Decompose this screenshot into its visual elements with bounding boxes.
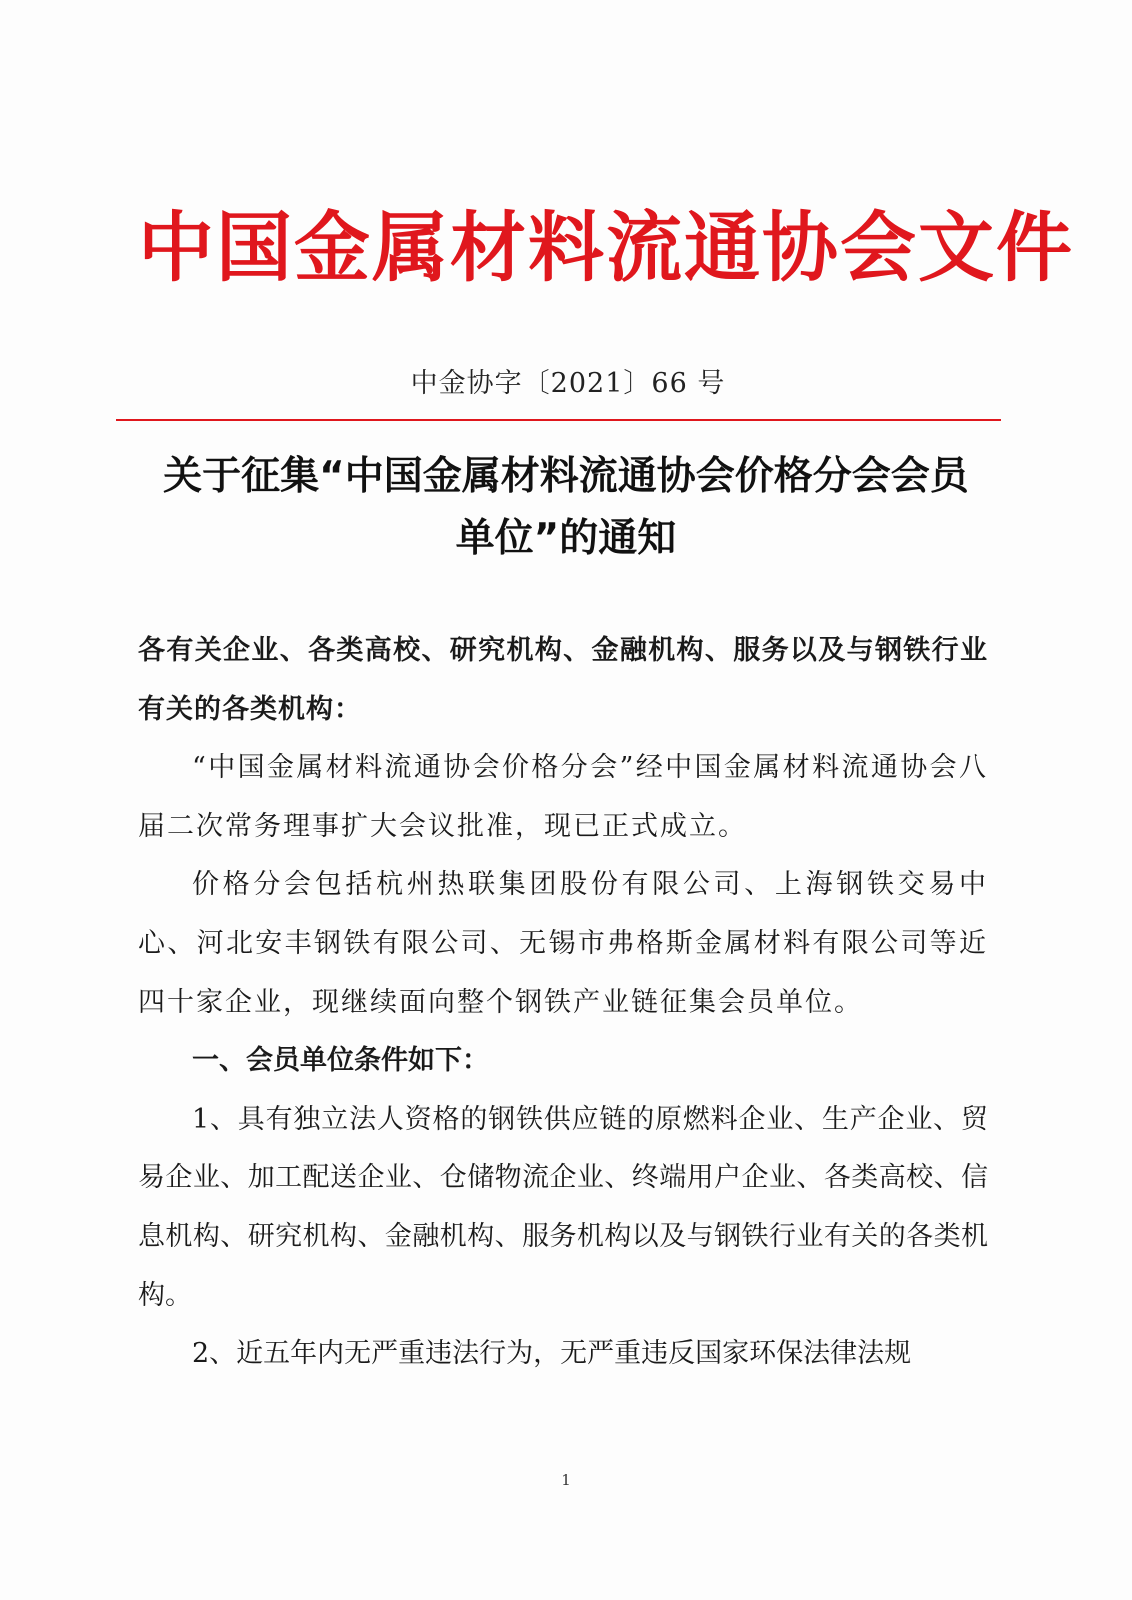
notice-title-line-2: 单位”的通知 — [455, 516, 677, 561]
paragraph-1: “中国金属材料流通协会价格分会”经中国金属材料流通协会八届二次常务理事扩大会议批准，现已正式成立。 — [138, 752, 988, 842]
notice-title-line-1: 关于征集“中国金属材料流通协会价格分会会员 — [163, 454, 969, 499]
paragraph-2: 价格分会包括杭州热联集团股份有限公司、上海钢铁交易中心、河北安丰钢铁有限公司、无锡市弗格斯金属材料有限公司等近四十家企业，现继续面向整个钢铁产业链征集会员单位。 — [138, 869, 988, 1018]
page-number: 1 — [561, 1471, 571, 1489]
salutation: 各有关企业、各类高校、研究机构、金融机构、服务以及与钢铁行业有关的各类机构： — [138, 635, 988, 725]
notice-title — [132, 446, 1000, 570]
org-document-header: 中国金属材料流通协会文件 — [138, 203, 1074, 292]
document-body — [138, 622, 988, 1384]
condition-item-1: 1、具有独立法人资格的钢铁供应链的原燃料企业、生产企业、贸易企业、加工配送企业、仓储物流企业、终端用户企业、各类高校、信息机构、研究机构、金融机构、服务机构以及与钢铁行业有关的各类机构。 — [138, 1103, 988, 1311]
condition-item-2: 2、近五年内无严重违法行为，无严重违反国家环保法律法规 — [192, 1338, 912, 1370]
header-divider — [116, 419, 1001, 421]
document-number: 中金协字〔2021〕66 号 — [410, 368, 726, 399]
section-1-heading: 一、会员单位条件如下： — [192, 1045, 489, 1077]
